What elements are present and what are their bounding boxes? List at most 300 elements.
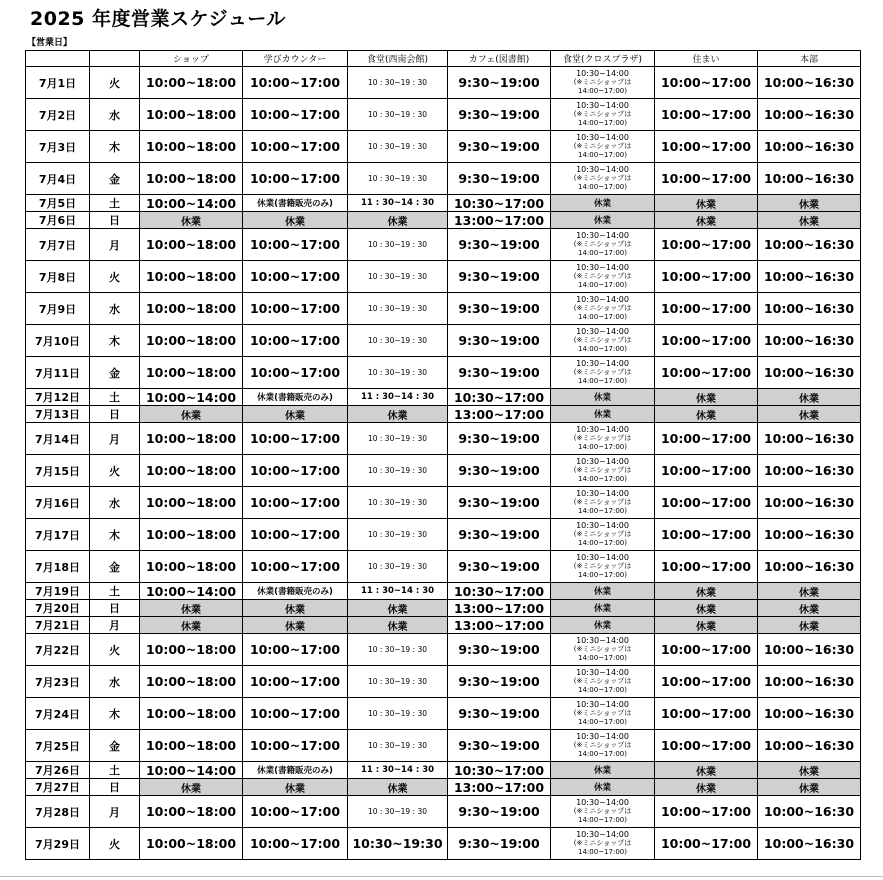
cell-shop: 10:00~18:00 bbox=[140, 634, 243, 666]
cell-sumai: 休業 bbox=[655, 762, 758, 779]
crossplaza-note-line: (※ミニショップは bbox=[573, 839, 632, 848]
crossplaza-note-line: (※ミニショップは bbox=[573, 336, 632, 345]
cell-cafe-library: 9:30~19:00 bbox=[448, 357, 551, 389]
cell-sumai: 10:00~17:00 bbox=[655, 828, 758, 860]
crossplaza-note-line: 14:00~17:00) bbox=[578, 150, 627, 159]
cell-date: 7月1日 bbox=[26, 67, 90, 99]
cell-shop: 10:00~14:00 bbox=[140, 762, 243, 779]
cell-manabi-counter: 10:00~17:00 bbox=[243, 698, 348, 730]
cell-cafeteria-crossplaza bbox=[551, 730, 655, 762]
cell-cafeteria-seinan: 10 : 30~19 : 30 bbox=[348, 261, 448, 293]
crossplaza-note-line: 10:30~14:00 bbox=[576, 358, 629, 368]
cell-cafeteria-seinan: 10 : 30~19 : 30 bbox=[348, 634, 448, 666]
cell-cafeteria-crossplaza: 休業 bbox=[551, 389, 655, 406]
cell-cafeteria-seinan: 休業 bbox=[348, 212, 448, 229]
cell-manabi-counter: 10:00~17:00 bbox=[243, 730, 348, 762]
cell-cafeteria-seinan: 休業 bbox=[348, 406, 448, 423]
table-row bbox=[26, 796, 861, 828]
table-row bbox=[26, 698, 861, 730]
cell-date: 7月29日 bbox=[26, 828, 90, 860]
section-label: 【営業日】 bbox=[27, 38, 73, 48]
crossplaza-note-line: 14:00~17:00) bbox=[578, 182, 627, 191]
crossplaza-note-line: 14:00~17:00) bbox=[578, 312, 627, 321]
cell-shop: 10:00~18:00 bbox=[140, 423, 243, 455]
crossplaza-note-line: 10:30~14:00 bbox=[576, 456, 629, 466]
cell-cafe-library: 9:30~19:00 bbox=[448, 666, 551, 698]
cell-dow: 火 bbox=[90, 828, 140, 860]
crossplaza-note-line: (※ミニショップは bbox=[573, 368, 632, 377]
cell-shop: 10:00~14:00 bbox=[140, 389, 243, 406]
cell-honbu: 休業 bbox=[758, 406, 861, 423]
cell-date: 7月19日 bbox=[26, 583, 90, 600]
crossplaza-note-line: 14:00~17:00) bbox=[578, 570, 627, 579]
crossplaza-note-line: 14:00~17:00) bbox=[578, 86, 627, 95]
crossplaza-note-line: 14:00~17:00) bbox=[578, 815, 627, 824]
cell-cafeteria-crossplaza bbox=[551, 551, 655, 583]
table-row bbox=[26, 357, 861, 389]
cell-sumai: 10:00~17:00 bbox=[655, 698, 758, 730]
crossplaza-note-line: 14:00~17:00) bbox=[578, 749, 627, 758]
crossplaza-note-line: 10:30~14:00 bbox=[576, 164, 629, 174]
cell-honbu: 10:00~16:30 bbox=[758, 551, 861, 583]
cell-shop: 10:00~18:00 bbox=[140, 551, 243, 583]
cell-shop: 休業 bbox=[140, 779, 243, 796]
cell-honbu: 10:00~16:30 bbox=[758, 730, 861, 762]
cell-cafe-library: 9:30~19:00 bbox=[448, 698, 551, 730]
cell-sumai: 10:00~17:00 bbox=[655, 666, 758, 698]
cell-cafeteria-crossplaza: 休業 bbox=[551, 779, 655, 796]
cell-cafe-library: 9:30~19:00 bbox=[448, 261, 551, 293]
cell-sumai: 10:00~17:00 bbox=[655, 293, 758, 325]
cell-sumai: 10:00~17:00 bbox=[655, 487, 758, 519]
cell-honbu: 10:00~16:30 bbox=[758, 487, 861, 519]
cell-dow: 火 bbox=[90, 455, 140, 487]
crossplaza-note-line: 10:30~14:00 bbox=[576, 731, 629, 741]
cell-sumai: 10:00~17:00 bbox=[655, 796, 758, 828]
crossplaza-note-line: (※ミニショップは bbox=[573, 807, 632, 816]
cell-honbu: 10:00~16:30 bbox=[758, 455, 861, 487]
cell-dow: 木 bbox=[90, 325, 140, 357]
cell-honbu: 10:00~16:30 bbox=[758, 99, 861, 131]
schedule-table bbox=[25, 50, 861, 860]
cell-manabi-counter: 休業 bbox=[243, 406, 348, 423]
cell-date: 7月4日 bbox=[26, 163, 90, 195]
header-cafeteria-crossplaza: 食堂(クロスプラザ) bbox=[551, 51, 655, 67]
crossplaza-note-line: (※ミニショップは bbox=[573, 645, 632, 654]
cell-sumai: 10:00~17:00 bbox=[655, 455, 758, 487]
cell-cafeteria-seinan: 11 : 30~14 : 30 bbox=[348, 389, 448, 406]
cell-dow: 金 bbox=[90, 551, 140, 583]
cell-cafeteria-crossplaza bbox=[551, 325, 655, 357]
cell-cafeteria-crossplaza: 休業 bbox=[551, 406, 655, 423]
cell-manabi-counter: 休業(書籍販売のみ) bbox=[243, 583, 348, 600]
table-row bbox=[26, 666, 861, 698]
cell-sumai: 10:00~17:00 bbox=[655, 131, 758, 163]
table-row bbox=[26, 617, 861, 634]
cell-honbu: 休業 bbox=[758, 762, 861, 779]
crossplaza-note-line: 10:30~14:00 bbox=[576, 326, 629, 336]
cell-dow: 土 bbox=[90, 389, 140, 406]
cell-shop: 休業 bbox=[140, 600, 243, 617]
cell-cafeteria-seinan: 10 : 30~19 : 30 bbox=[348, 67, 448, 99]
cell-date: 7月6日 bbox=[26, 212, 90, 229]
crossplaza-note-line: 10:30~14:00 bbox=[576, 552, 629, 562]
crossplaza-note-line: (※ミニショップは bbox=[573, 78, 632, 87]
cell-date: 7月23日 bbox=[26, 666, 90, 698]
crossplaza-note-line: (※ミニショップは bbox=[573, 434, 632, 443]
cell-honbu: 10:00~16:30 bbox=[758, 67, 861, 99]
table-row bbox=[26, 779, 861, 796]
crossplaza-note-line: (※ミニショップは bbox=[573, 562, 632, 571]
crossplaza-note-line: 14:00~17:00) bbox=[578, 717, 627, 726]
crossplaza-note-line: (※ミニショップは bbox=[573, 677, 632, 686]
cell-manabi-counter: 10:00~17:00 bbox=[243, 67, 348, 99]
cell-shop: 10:00~14:00 bbox=[140, 195, 243, 212]
table-row bbox=[26, 455, 861, 487]
cell-cafe-library: 9:30~19:00 bbox=[448, 487, 551, 519]
cell-sumai: 10:00~17:00 bbox=[655, 325, 758, 357]
cell-date: 7月13日 bbox=[26, 406, 90, 423]
cell-dow: 木 bbox=[90, 519, 140, 551]
cell-cafeteria-seinan: 10 : 30~19 : 30 bbox=[348, 163, 448, 195]
cell-cafeteria-seinan: 10 : 30~19 : 30 bbox=[348, 325, 448, 357]
cell-dow: 土 bbox=[90, 583, 140, 600]
cell-sumai: 休業 bbox=[655, 212, 758, 229]
table-row bbox=[26, 163, 861, 195]
schedule-body bbox=[26, 67, 861, 860]
cell-date: 7月24日 bbox=[26, 698, 90, 730]
table-row bbox=[26, 487, 861, 519]
cell-cafeteria-seinan: 10 : 30~19 : 30 bbox=[348, 698, 448, 730]
cell-cafe-library: 9:30~19:00 bbox=[448, 455, 551, 487]
cell-dow: 日 bbox=[90, 600, 140, 617]
crossplaza-note-line: 14:00~17:00) bbox=[578, 538, 627, 547]
crossplaza-note-line: 10:30~14:00 bbox=[576, 699, 629, 709]
table-row bbox=[26, 423, 861, 455]
cell-sumai: 10:00~17:00 bbox=[655, 99, 758, 131]
cell-cafeteria-seinan: 10 : 30~19 : 30 bbox=[348, 99, 448, 131]
cell-cafeteria-seinan: 10 : 30~19 : 30 bbox=[348, 229, 448, 261]
cell-manabi-counter: 休業 bbox=[243, 600, 348, 617]
cell-date: 7月22日 bbox=[26, 634, 90, 666]
cell-cafeteria-seinan: 10 : 30~19 : 30 bbox=[348, 551, 448, 583]
cell-cafeteria-seinan: 10 : 30~19 : 30 bbox=[348, 796, 448, 828]
cell-date: 7月27日 bbox=[26, 779, 90, 796]
table-row bbox=[26, 229, 861, 261]
table-row bbox=[26, 519, 861, 551]
crossplaza-note-line: (※ミニショップは bbox=[573, 240, 632, 249]
cell-honbu: 休業 bbox=[758, 212, 861, 229]
cell-cafeteria-crossplaza bbox=[551, 455, 655, 487]
cell-shop: 休業 bbox=[140, 617, 243, 634]
table-row bbox=[26, 828, 861, 860]
crossplaza-note-line: 14:00~17:00) bbox=[578, 344, 627, 353]
cell-dow: 金 bbox=[90, 163, 140, 195]
cell-dow: 月 bbox=[90, 423, 140, 455]
cell-honbu: 10:00~16:30 bbox=[758, 796, 861, 828]
table-row bbox=[26, 261, 861, 293]
crossplaza-note-line: 14:00~17:00) bbox=[578, 280, 627, 289]
cell-manabi-counter: 10:00~17:00 bbox=[243, 455, 348, 487]
table-row bbox=[26, 634, 861, 666]
cell-manabi-counter: 10:00~17:00 bbox=[243, 487, 348, 519]
crossplaza-note-line: 14:00~17:00) bbox=[578, 653, 627, 662]
cell-manabi-counter: 10:00~17:00 bbox=[243, 666, 348, 698]
crossplaza-note-line: 10:30~14:00 bbox=[576, 294, 629, 304]
cell-cafeteria-seinan: 10 : 30~19 : 30 bbox=[348, 357, 448, 389]
cell-cafeteria-seinan: 11 : 30~14 : 30 bbox=[348, 583, 448, 600]
cell-sumai: 休業 bbox=[655, 195, 758, 212]
cell-honbu: 10:00~16:30 bbox=[758, 261, 861, 293]
cell-shop: 10:00~18:00 bbox=[140, 519, 243, 551]
cell-dow: 土 bbox=[90, 195, 140, 212]
cell-shop: 10:00~18:00 bbox=[140, 99, 243, 131]
crossplaza-note-line: 10:30~14:00 bbox=[576, 488, 629, 498]
cell-honbu: 休業 bbox=[758, 617, 861, 634]
cell-shop: 10:00~18:00 bbox=[140, 293, 243, 325]
crossplaza-note-line: 14:00~17:00) bbox=[578, 118, 627, 127]
cell-cafeteria-seinan: 休業 bbox=[348, 617, 448, 634]
cell-cafeteria-seinan: 11 : 30~14 : 30 bbox=[348, 195, 448, 212]
cell-cafeteria-seinan: 10 : 30~19 : 30 bbox=[348, 730, 448, 762]
header-manabi-counter: 学びカウンター bbox=[243, 51, 348, 67]
cell-dow: 月 bbox=[90, 796, 140, 828]
cell-cafe-library: 9:30~19:00 bbox=[448, 163, 551, 195]
crossplaza-note-line: (※ミニショップは bbox=[573, 709, 632, 718]
cell-manabi-counter: 10:00~17:00 bbox=[243, 357, 348, 389]
cell-cafeteria-crossplaza bbox=[551, 698, 655, 730]
cell-cafe-library: 10:30~17:00 bbox=[448, 195, 551, 212]
cell-cafeteria-crossplaza bbox=[551, 229, 655, 261]
cell-manabi-counter: 10:00~17:00 bbox=[243, 423, 348, 455]
cell-date: 7月26日 bbox=[26, 762, 90, 779]
cell-cafeteria-seinan: 10:30~19:30 bbox=[348, 828, 448, 860]
cell-cafe-library: 9:30~19:00 bbox=[448, 828, 551, 860]
page-title: 2025 年度営業スケジュール bbox=[30, 8, 286, 30]
crossplaza-note-line: (※ミニショップは bbox=[573, 174, 632, 183]
header-sumai: 住まい bbox=[655, 51, 758, 67]
cell-cafeteria-crossplaza bbox=[551, 634, 655, 666]
cell-date: 7月21日 bbox=[26, 617, 90, 634]
cell-honbu: 10:00~16:30 bbox=[758, 325, 861, 357]
cell-date: 7月11日 bbox=[26, 357, 90, 389]
cell-cafeteria-crossplaza: 休業 bbox=[551, 762, 655, 779]
cell-cafeteria-crossplaza bbox=[551, 261, 655, 293]
table-row bbox=[26, 600, 861, 617]
cell-cafeteria-crossplaza bbox=[551, 293, 655, 325]
cell-date: 7月17日 bbox=[26, 519, 90, 551]
cell-cafeteria-seinan: 10 : 30~19 : 30 bbox=[348, 666, 448, 698]
cell-cafe-library: 9:30~19:00 bbox=[448, 67, 551, 99]
cell-shop: 10:00~18:00 bbox=[140, 131, 243, 163]
cell-sumai: 10:00~17:00 bbox=[655, 67, 758, 99]
cell-cafeteria-seinan: 休業 bbox=[348, 600, 448, 617]
cell-dow: 水 bbox=[90, 99, 140, 131]
cell-cafeteria-seinan: 10 : 30~19 : 30 bbox=[348, 455, 448, 487]
table-row bbox=[26, 551, 861, 583]
cell-date: 7月8日 bbox=[26, 261, 90, 293]
table-row bbox=[26, 212, 861, 229]
cell-sumai: 休業 bbox=[655, 617, 758, 634]
cell-honbu: 10:00~16:30 bbox=[758, 423, 861, 455]
table-row bbox=[26, 325, 861, 357]
cell-shop: 10:00~14:00 bbox=[140, 583, 243, 600]
cell-cafeteria-crossplaza: 休業 bbox=[551, 195, 655, 212]
cell-cafeteria-crossplaza bbox=[551, 796, 655, 828]
cell-sumai: 10:00~17:00 bbox=[655, 730, 758, 762]
cell-cafeteria-crossplaza bbox=[551, 666, 655, 698]
cell-sumai: 休業 bbox=[655, 779, 758, 796]
cell-cafe-library: 9:30~19:00 bbox=[448, 519, 551, 551]
cell-honbu: 10:00~16:30 bbox=[758, 229, 861, 261]
crossplaza-note-line: (※ミニショップは bbox=[573, 304, 632, 313]
header-shop: ショップ bbox=[140, 51, 243, 67]
cell-date: 7月25日 bbox=[26, 730, 90, 762]
cell-cafeteria-seinan: 休業 bbox=[348, 779, 448, 796]
cell-dow: 日 bbox=[90, 406, 140, 423]
cell-dow: 日 bbox=[90, 779, 140, 796]
cell-sumai: 10:00~17:00 bbox=[655, 519, 758, 551]
cell-cafeteria-crossplaza bbox=[551, 828, 655, 860]
cell-manabi-counter: 休業 bbox=[243, 617, 348, 634]
cell-cafeteria-crossplaza bbox=[551, 487, 655, 519]
cell-shop: 10:00~18:00 bbox=[140, 163, 243, 195]
cell-cafeteria-seinan: 10 : 30~19 : 30 bbox=[348, 423, 448, 455]
crossplaza-note-line: 10:30~14:00 bbox=[576, 230, 629, 240]
cell-sumai: 10:00~17:00 bbox=[655, 163, 758, 195]
cell-dow: 火 bbox=[90, 67, 140, 99]
crossplaza-note-line: (※ミニショップは bbox=[573, 530, 632, 539]
cell-honbu: 10:00~16:30 bbox=[758, 163, 861, 195]
cell-cafeteria-crossplaza bbox=[551, 67, 655, 99]
cell-cafeteria-seinan: 11 : 30~14 : 30 bbox=[348, 762, 448, 779]
cell-cafeteria-crossplaza: 休業 bbox=[551, 212, 655, 229]
table-row bbox=[26, 195, 861, 212]
cell-manabi-counter: 10:00~17:00 bbox=[243, 131, 348, 163]
cell-cafe-library: 9:30~19:00 bbox=[448, 796, 551, 828]
crossplaza-note-line: (※ミニショップは bbox=[573, 741, 632, 750]
cell-cafe-library: 9:30~19:00 bbox=[448, 325, 551, 357]
cell-date: 7月7日 bbox=[26, 229, 90, 261]
cell-sumai: 休業 bbox=[655, 583, 758, 600]
cell-date: 7月18日 bbox=[26, 551, 90, 583]
cell-cafe-library: 13:00~17:00 bbox=[448, 600, 551, 617]
crossplaza-note-line: (※ミニショップは bbox=[573, 272, 632, 281]
cell-manabi-counter: 10:00~17:00 bbox=[243, 634, 348, 666]
cell-manabi-counter: 10:00~17:00 bbox=[243, 163, 348, 195]
cell-manabi-counter: 10:00~17:00 bbox=[243, 796, 348, 828]
cell-dow: 月 bbox=[90, 617, 140, 634]
cell-dow: 水 bbox=[90, 666, 140, 698]
cell-cafe-library: 13:00~17:00 bbox=[448, 212, 551, 229]
cell-honbu: 休業 bbox=[758, 779, 861, 796]
crossplaza-note-line: 14:00~17:00) bbox=[578, 376, 627, 385]
cell-date: 7月10日 bbox=[26, 325, 90, 357]
cell-date: 7月5日 bbox=[26, 195, 90, 212]
crossplaza-note-line: 14:00~17:00) bbox=[578, 442, 627, 451]
cell-dow: 金 bbox=[90, 730, 140, 762]
cell-dow: 木 bbox=[90, 698, 140, 730]
cell-sumai: 10:00~17:00 bbox=[655, 423, 758, 455]
header-cafe-library: カフェ(図書館) bbox=[448, 51, 551, 67]
cell-honbu: 10:00~16:30 bbox=[758, 131, 861, 163]
table-row bbox=[26, 583, 861, 600]
cell-manabi-counter: 10:00~17:00 bbox=[243, 519, 348, 551]
cell-sumai: 10:00~17:00 bbox=[655, 357, 758, 389]
cell-honbu: 休業 bbox=[758, 600, 861, 617]
cell-shop: 10:00~18:00 bbox=[140, 666, 243, 698]
cell-shop: 10:00~18:00 bbox=[140, 828, 243, 860]
cell-sumai: 10:00~17:00 bbox=[655, 229, 758, 261]
cell-cafe-library: 10:30~17:00 bbox=[448, 762, 551, 779]
cell-cafeteria-crossplaza bbox=[551, 357, 655, 389]
cell-shop: 10:00~18:00 bbox=[140, 325, 243, 357]
cell-honbu: 10:00~16:30 bbox=[758, 666, 861, 698]
cell-cafe-library: 9:30~19:00 bbox=[448, 730, 551, 762]
cell-dow: 金 bbox=[90, 357, 140, 389]
cell-honbu: 休業 bbox=[758, 389, 861, 406]
cell-cafe-library: 13:00~17:00 bbox=[448, 406, 551, 423]
cell-date: 7月9日 bbox=[26, 293, 90, 325]
cell-cafeteria-crossplaza bbox=[551, 99, 655, 131]
cell-dow: 火 bbox=[90, 634, 140, 666]
cell-sumai: 休業 bbox=[655, 406, 758, 423]
cell-manabi-counter: 休業 bbox=[243, 779, 348, 796]
cell-dow: 火 bbox=[90, 261, 140, 293]
cell-manabi-counter: 10:00~17:00 bbox=[243, 293, 348, 325]
cell-dow: 月 bbox=[90, 229, 140, 261]
header-row bbox=[26, 51, 861, 67]
cell-cafe-library: 9:30~19:00 bbox=[448, 551, 551, 583]
cell-shop: 10:00~18:00 bbox=[140, 487, 243, 519]
table-row bbox=[26, 762, 861, 779]
cell-shop: 10:00~18:00 bbox=[140, 455, 243, 487]
cell-shop: 10:00~18:00 bbox=[140, 357, 243, 389]
cell-sumai: 10:00~17:00 bbox=[655, 634, 758, 666]
crossplaza-note-line: (※ミニショップは bbox=[573, 110, 632, 119]
divider bbox=[0, 876, 883, 877]
cell-cafe-library: 9:30~19:00 bbox=[448, 423, 551, 455]
cell-cafe-library: 10:30~17:00 bbox=[448, 583, 551, 600]
cell-shop: 休業 bbox=[140, 406, 243, 423]
cell-honbu: 10:00~16:30 bbox=[758, 634, 861, 666]
cell-dow: 土 bbox=[90, 762, 140, 779]
cell-cafeteria-seinan: 10 : 30~19 : 30 bbox=[348, 293, 448, 325]
header-date bbox=[26, 51, 90, 67]
table-row bbox=[26, 389, 861, 406]
cell-honbu: 10:00~16:30 bbox=[758, 357, 861, 389]
cell-date: 7月15日 bbox=[26, 455, 90, 487]
cell-sumai: 10:00~17:00 bbox=[655, 261, 758, 293]
crossplaza-note-line: 10:30~14:00 bbox=[576, 132, 629, 142]
cell-date: 7月2日 bbox=[26, 99, 90, 131]
cell-manabi-counter: 休業 bbox=[243, 212, 348, 229]
cell-dow: 木 bbox=[90, 131, 140, 163]
cell-shop: 休業 bbox=[140, 212, 243, 229]
cell-honbu: 10:00~16:30 bbox=[758, 698, 861, 730]
cell-cafeteria-crossplaza bbox=[551, 163, 655, 195]
cell-shop: 10:00~18:00 bbox=[140, 698, 243, 730]
cell-honbu: 10:00~16:30 bbox=[758, 828, 861, 860]
cell-cafeteria-crossplaza: 休業 bbox=[551, 617, 655, 634]
cell-dow: 水 bbox=[90, 293, 140, 325]
crossplaza-note-line: (※ミニショップは bbox=[573, 142, 632, 151]
crossplaza-note-line: 14:00~17:00) bbox=[578, 474, 627, 483]
cell-manabi-counter: 休業(書籍販売のみ) bbox=[243, 762, 348, 779]
cell-cafe-library: 9:30~19:00 bbox=[448, 229, 551, 261]
crossplaza-note-line: 10:30~14:00 bbox=[576, 635, 629, 645]
cell-manabi-counter: 10:00~17:00 bbox=[243, 325, 348, 357]
